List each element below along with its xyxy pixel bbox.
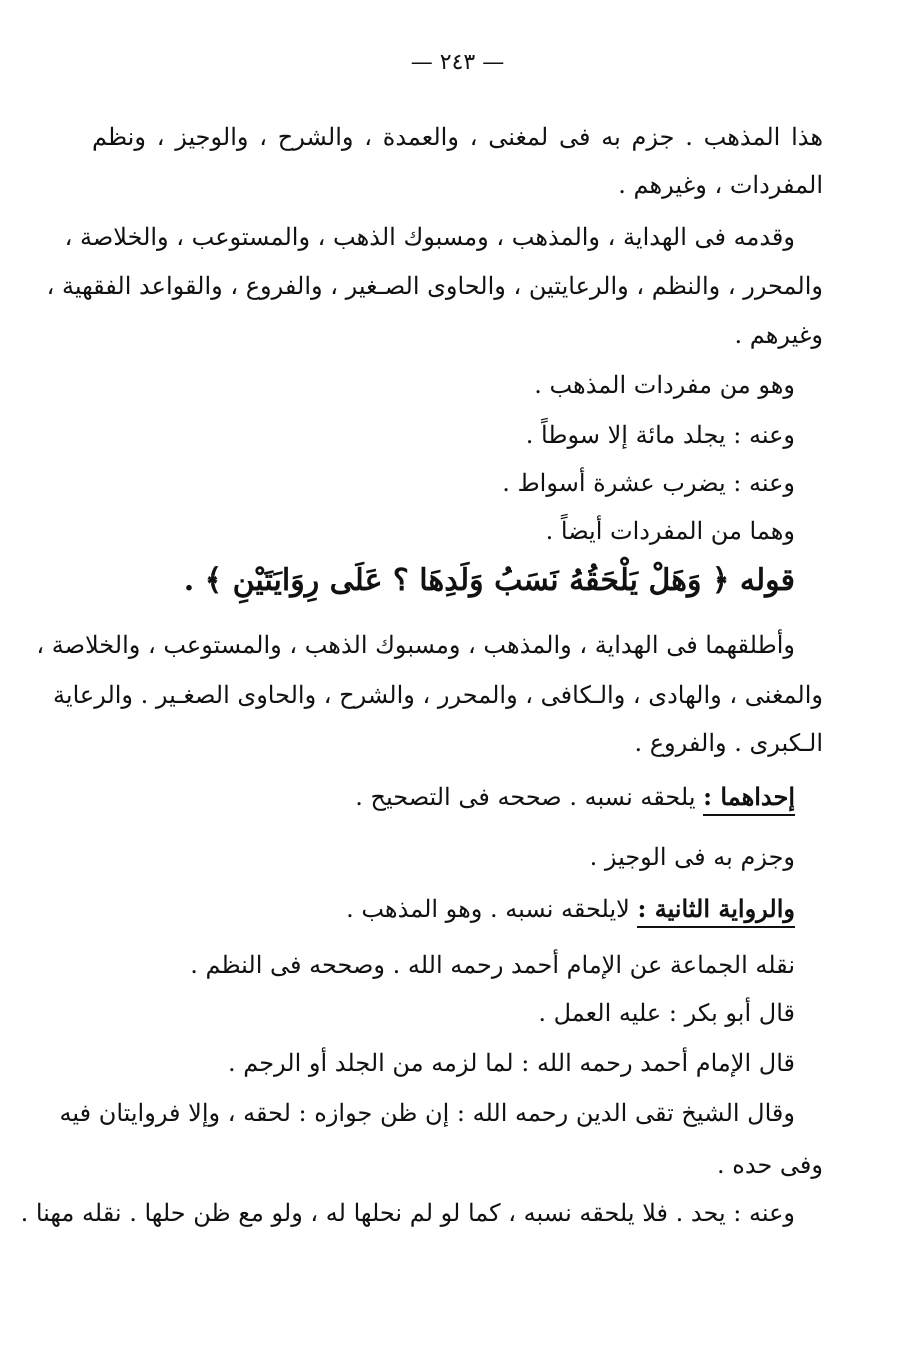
text-line: وعنه : يجلد مائة إلا سوطاً . [525,421,795,449]
text-line: وهما من المفردات أيضاً . [545,517,795,545]
text-line: والمغنى ، والهادى ، والـكافى ، والمحرر ، والشرح ، والحاوى الصغـير . والرعاية [53,681,823,709]
first-narration-line [92,782,795,816]
text-line: وعنه : يضرب عشرة أسواط . [502,469,795,497]
text-line: والمحرر ، والنظم ، والرعايتين ، والحاوى الصـغير ، والفروع ، والقواعد الفقهية ، [46,272,823,300]
first-narration-label: إحداهما : [703,782,795,816]
text-line: قال الإمام أحمد رحمه الله : لما لزمه من الجلد أو الرجم . [227,1049,795,1077]
text-line: وغيرهم . [734,321,823,349]
second-narration-text: لايلحقه نسبه . وهو المذهب . [346,895,630,923]
quoted-verse-line: قوله ﴿ وَهَلْ يَلْحَقُهُ نَسَبُ وَلَدِهَا ؟ عَلَى رِوَايَتَيْنِ ﴾ . [183,563,795,598]
page-number: — ٢٤٣ — [410,50,505,75]
text-line: وأطلقهما فى الهداية ، والمذهب ، ومسبوك الذهب ، والمستوعب ، والخلاصة ، [36,631,795,659]
text-line: وهو من مفردات المذهب . [534,371,795,399]
first-narration-text: يلحقه نسبه . صححه فى التصحيح . [355,783,696,811]
text-line: المفردات ، وغيرهم . [618,171,823,199]
text-line: وقال الشيخ تقى الدين رحمه الله : إن ظن جوازه : لحقه ، وإلا فروايتان فيه [59,1099,795,1127]
text-line: الـكبرى . والفروع . [634,729,823,757]
text-line: قال أبو بكر : عليه العمل . [538,999,795,1027]
text-line: وعنه : يحد . فلا يلحقه نسبه ، كما لو لم نحلها له ، ولو مع ظن حلها . نقله مهنا . [20,1199,795,1227]
text-line: وفى حده . [717,1151,823,1179]
second-narration-line [92,894,795,928]
text-line: وجزم به فى الوجيز . [589,843,795,871]
text-line: هذا المذهب . جزم به فى لمغنى ، والعمدة ، والشرح ، والوجيز ، ونظم [92,123,823,151]
second-narration-label: والرواية الثانية : [637,894,795,928]
text-line: نقله الجماعة عن الإمام أحمد رحمه الله . وصححه فى النظم . [190,951,795,979]
text-line: وقدمه فى الهداية ، والمذهب ، ومسبوك الذهب ، والمستوعب ، والخلاصة ، [64,223,795,251]
